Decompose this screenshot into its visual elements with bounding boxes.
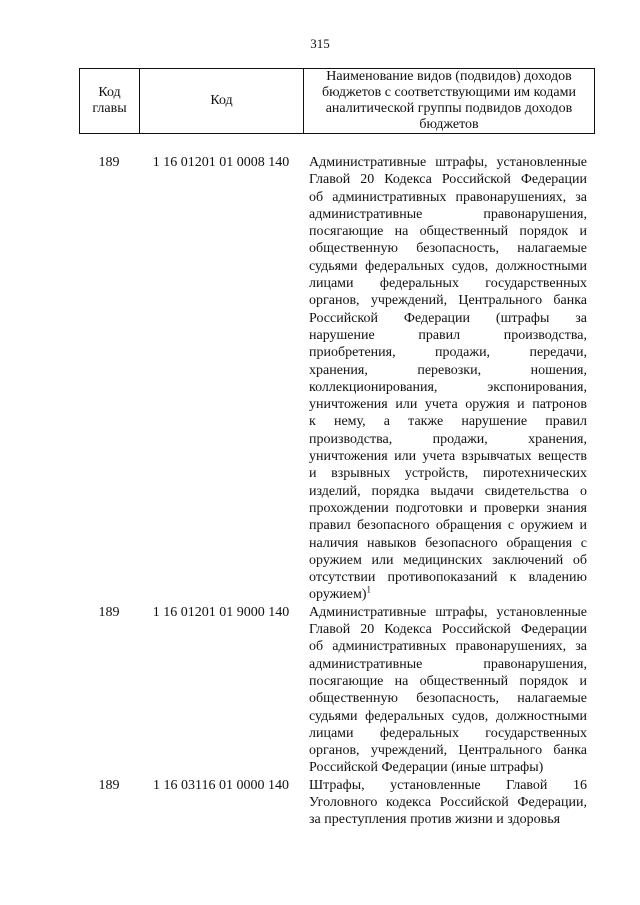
description-line: общественную безопасность, налагаемые — [309, 691, 587, 707]
description-line: Главой 20 Кодекса Российской Федерации — [309, 622, 587, 638]
footnote-marker: 1 — [366, 586, 372, 595]
table-header — [79, 68, 595, 134]
description-line: Штрафы, установленные Главой 16 — [309, 777, 587, 793]
description-line: изделий, порядка выдачи свидетельства о — [309, 483, 587, 499]
description-line: оружием или медицинских заключений об — [309, 552, 587, 568]
table-body — [79, 154, 595, 829]
description-line: Административные штрафы, установленные — [309, 155, 587, 170]
description-line: общественную безопасность, налагаемые — [309, 241, 587, 257]
description-line-last — [309, 586, 587, 603]
code-cell: 1 16 01201 01 9000 140 — [152, 604, 290, 620]
description-line: лицами федеральных государственных — [309, 276, 587, 292]
chapter-code-cell: 189 — [98, 604, 120, 620]
header-name: Наименование видов (подвидов) доходов бюджетов с соответствующими им кодами аналитической группы подвидов доходов бюджетов — [322, 69, 576, 132]
description-line: Уголовного кодекса Российской Федерации, — [309, 794, 587, 810]
description-line: судьями федеральных судов, должностными — [309, 258, 587, 274]
description-line: уничтожения или учета взрывчатых веществ — [309, 449, 587, 465]
header-chapter-code: Код главы — [80, 69, 140, 133]
description-line: об административных правонарушениях, за — [309, 639, 587, 655]
description-line: органов, учреждений, Центрального банка — [309, 293, 587, 309]
description-cell — [309, 604, 587, 777]
description-line: уничтожения или учета оружия и патронов — [309, 397, 587, 413]
description-line: коллекционирования, экспонирования, — [309, 379, 587, 395]
description-line: административные правонарушения, — [309, 206, 587, 222]
page-number: 315 — [310, 36, 330, 51]
description-cell — [309, 154, 587, 604]
description-line: за преступления против жизни и здоровья — [309, 812, 561, 828]
description-line: правил безопасного обращения с оружием и — [309, 518, 587, 534]
code-cell: 1 16 01201 01 0008 140 — [152, 155, 290, 170]
description-line: Российской Федерации (штрафы за — [309, 310, 587, 326]
description-line: лицами федеральных государственных — [309, 725, 587, 741]
description-line: отсутствии противопоказаний к владению — [309, 570, 587, 586]
description-line: и взрывных устройств, пиротехнических — [309, 466, 587, 482]
description-line: хранения, перевозки, ношения, — [309, 362, 587, 378]
description-line: посягающие на общественный порядок и — [309, 673, 587, 689]
code-cell: 1 16 03116 01 0000 140 — [153, 777, 289, 793]
description-line: судьями федеральных судов, должностными — [309, 708, 587, 724]
description-line: наличия навыков безопасного обращения с — [309, 535, 587, 551]
description-line: нарушение правил производства, — [309, 327, 587, 343]
table-row — [79, 604, 595, 777]
description-line: прохождении подготовки и проверки знания — [309, 500, 587, 516]
chapter-code-cell: 189 — [98, 777, 120, 793]
description-line-text: оружием) — [309, 587, 367, 603]
description-line: органов, учреждений, Центрального банка — [309, 743, 587, 759]
description-line: Административные штрафы, установленные — [309, 604, 587, 620]
header-code: Код — [140, 69, 304, 133]
chapter-code-cell: 189 — [98, 155, 120, 170]
table-row — [79, 154, 595, 604]
description-line: к нему, а также нарушение правил — [309, 414, 587, 430]
table-row — [79, 777, 595, 829]
description-line: производства, продажи, хранения, — [309, 431, 587, 447]
description-line: административные правонарушения, — [309, 656, 587, 672]
description-line: Главой 20 Кодекса Российской Федерации — [309, 172, 587, 188]
description-line: посягающие на общественный порядок и — [309, 224, 587, 240]
description-line: приобретения, продажи, передачи, — [309, 345, 587, 361]
description-line: Российской Федерации (иные штрафы) — [309, 760, 544, 776]
description-cell — [309, 777, 587, 829]
description-line: об административных правонарушениях, за — [309, 189, 587, 205]
